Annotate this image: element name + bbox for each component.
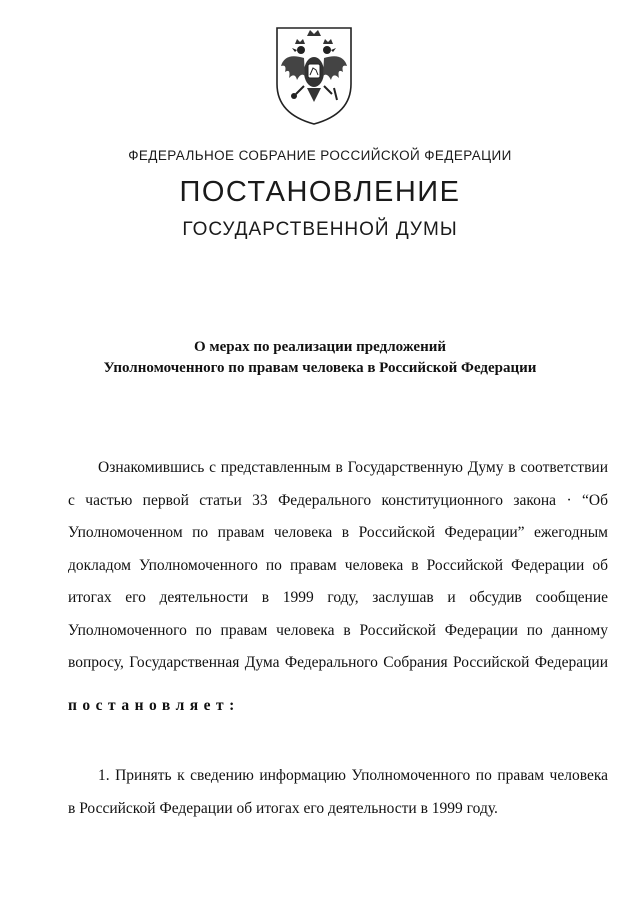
document-title <box>40 337 600 379</box>
decree-word: постановляет: <box>68 697 240 714</box>
paragraph-line: Уполномоченном по правам человека в Российской Федерации” ежегодным <box>68 524 608 541</box>
paragraph-line: с частью первой статьи 33 Федерального конституционного закона · “Об <box>68 491 608 509</box>
russian-emblem-icon <box>271 22 357 128</box>
paragraph-line: Ознакомившись с представленным в Государственную Думу в соответствии <box>98 459 608 476</box>
paragraph-line: в Российской Федерации об итогах его деятельности в 1999 году. <box>68 799 498 817</box>
title-line: О мерах по реализации предложений <box>193 339 446 355</box>
title-line: Уполномоченного по правам человека в Российской Федерации <box>103 360 537 376</box>
paragraph-line: 1. Принять к сведению информацию Уполномоченного по правам человека <box>98 767 608 784</box>
item-1-paragraph <box>68 760 608 825</box>
paragraph-line: вопросу, Государственная Дума Федерального Собрания Российской Федерации <box>68 654 608 671</box>
paragraph-line: Уполномоченного по правам человека в Российской Федерации по данному <box>68 621 608 639</box>
paragraph-line: докладом Уполномоченного по правам человека в Российской Федерации об <box>68 556 608 574</box>
organization-name: ФЕДЕРАЛЬНОЕ СОБРАНИЕ РОССИЙСКОЙ ФЕДЕРАЦИИ <box>128 148 512 163</box>
issuer-name: ГОСУДАРСТВЕННОЙ ДУМЫ <box>182 219 458 240</box>
preamble-paragraph <box>68 452 608 680</box>
document-type: ПОСТАНОВЛЕНИЕ <box>179 176 461 208</box>
paragraph-line: итогах его деятельности в 1999 году, заслушав и обсудив сообщение <box>68 589 608 606</box>
